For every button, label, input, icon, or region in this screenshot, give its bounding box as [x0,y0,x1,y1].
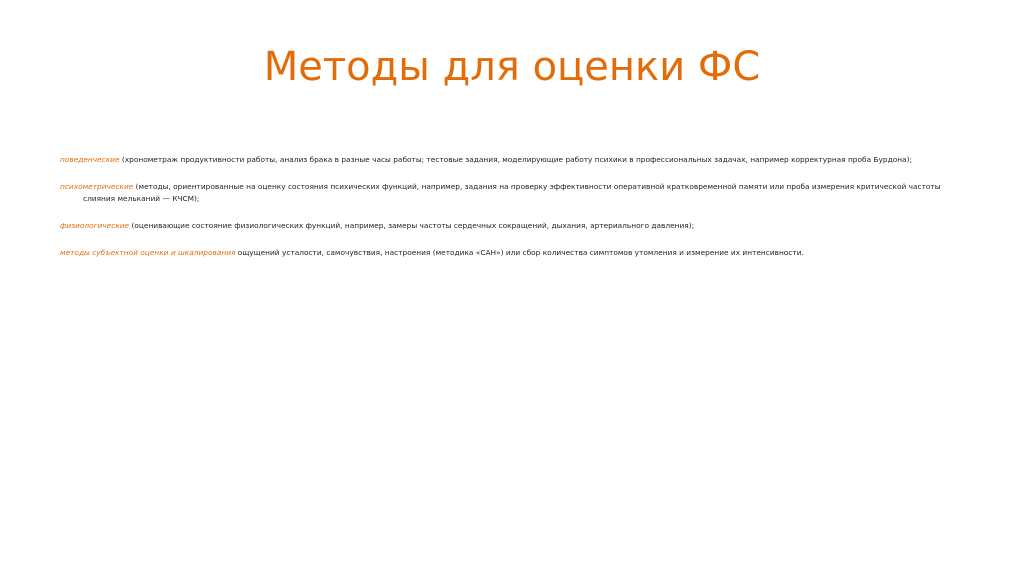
list-item [60,247,950,259]
method-description: (оценивающие состояние физиологических функций, например, замеры частоты сердечных сокращений, дыхания, артериального давления); [129,221,695,230]
list-item [60,154,950,166]
slide-title: Методы для оценки ФС [263,44,761,90]
method-description: (хронометраж продуктивности работы, анализ брака в разные часы работы; тестовые задания, моделирующие работу психики в профессиональных задачах, например корректурная проба Бурдона); [119,155,912,164]
method-description: ощущений усталости, самочувствия, настроения (методика «САН») или сбор количества симптомов утомления и измерение их интенсивности. [235,248,804,257]
list-item [60,181,950,205]
method-term: физиологические [60,221,130,230]
method-description: (методы, ориентированные на оценку состояния психических функций, например, задания на проверку эффективности оперативной кратковременной памяти или проба измерения критической частоты слияния мельканий — КЧСМ); [83,182,941,203]
list-item [60,220,950,232]
slide-body [60,154,950,274]
method-term: поведенческие [60,155,120,164]
method-term: психометрические [60,182,134,191]
method-term: методы субъектной оценки и шкалирования [60,248,236,257]
